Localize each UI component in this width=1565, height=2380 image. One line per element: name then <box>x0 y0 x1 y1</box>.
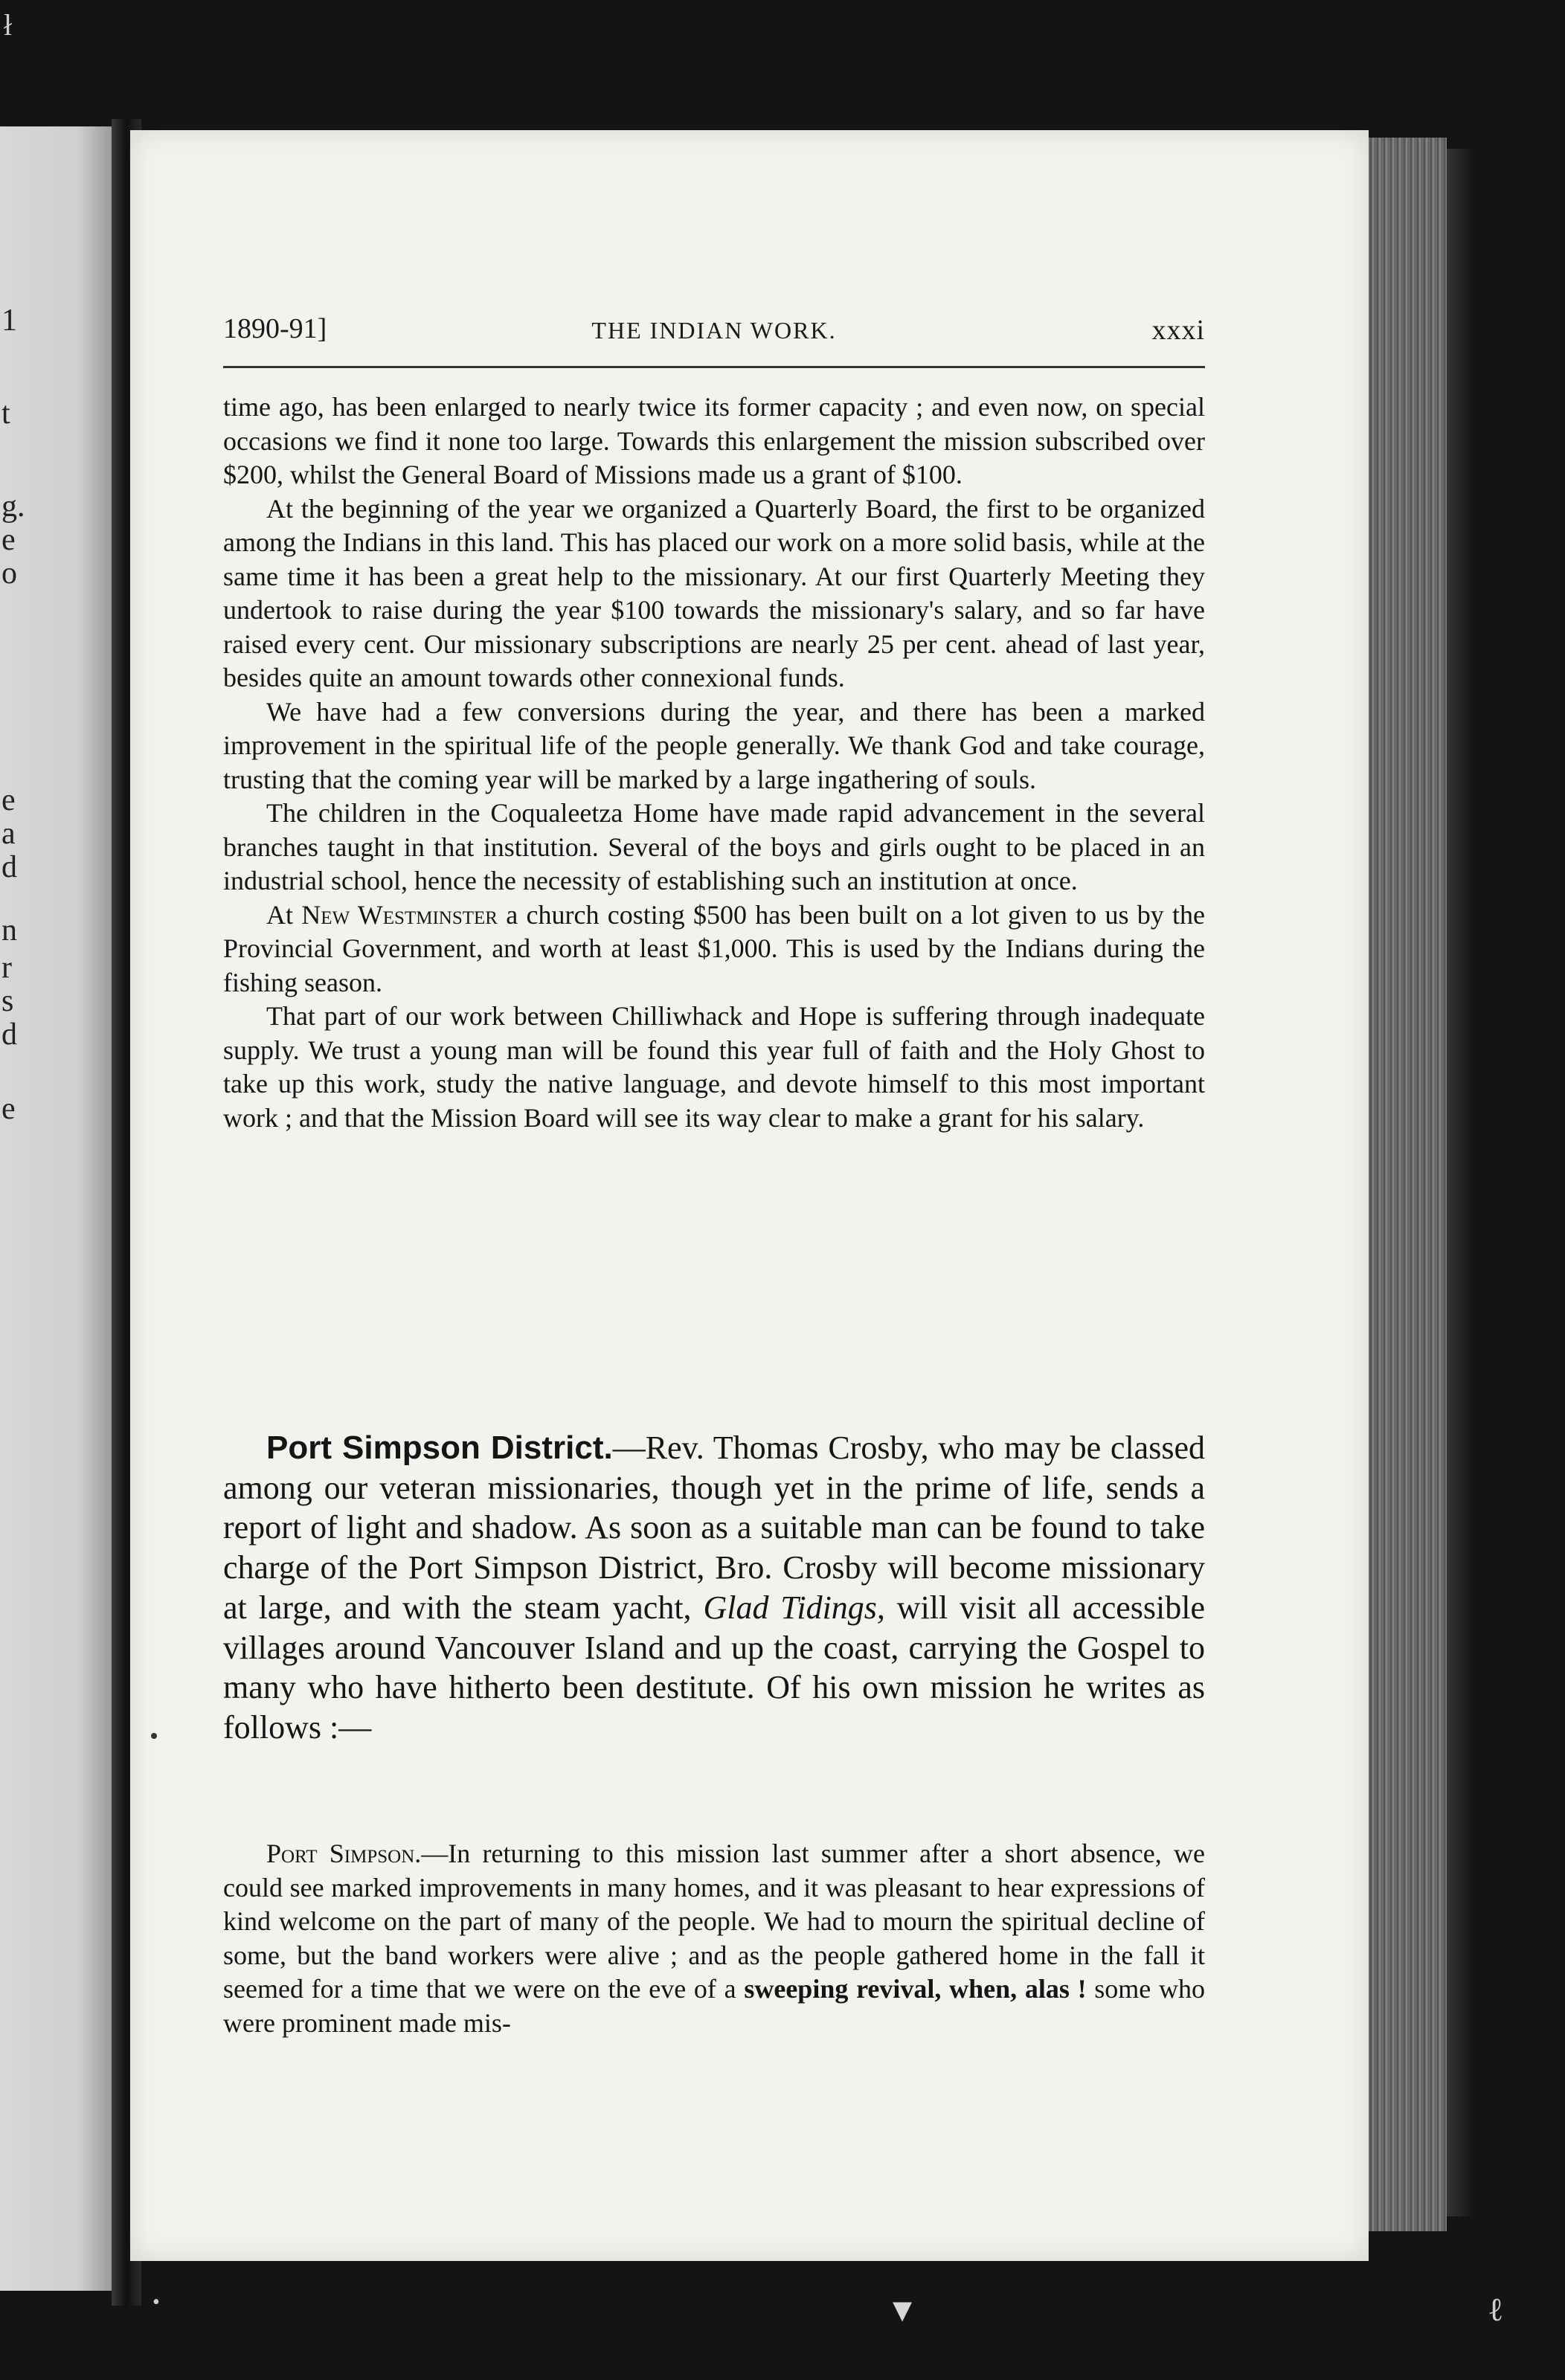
place-name: Port Simpson. <box>266 1839 422 1868</box>
margin-char: g. <box>1 489 25 524</box>
paragraph: The children in the Coqualeetza Home have made rapid advancement in the several branches taught in that institution. Several of the boys and girls ought to be placed in an industrial school, hence the necessity of establishing such an institution at once. <box>223 798 1205 895</box>
facing-page-fragments <box>0 283 25 1398</box>
scan-mark: ł <box>4 8 13 42</box>
quote-text: some who were prominent made mis- <box>223 1974 1205 2038</box>
margin-char: r <box>1 951 12 985</box>
scan-mark: ℓ <box>1488 2291 1504 2328</box>
running-header <box>223 312 1205 364</box>
quote-text: —In returning to this mission last summer after a short absence, we could see marked improvements in many homes, and it was pleasant to hear expressions of kind welcome on the part of many of the people. We had to mourn the spiritual decline of some, but the band workers were alive ; and as the people gathered home in the fall it seemed for a time that we were on the eve of a <box>223 1839 1205 2004</box>
margin-char: e <box>1 783 16 817</box>
margin-char: 1 <box>1 303 17 338</box>
paragraph-text: a church costing $500 has been built on a lot given to us by the Provincial Government, and worth at least $1,000. This is used by the Indians during the fishing season. <box>223 899 1206 997</box>
district-section <box>223 1428 1205 1748</box>
page-edge-shadow <box>1447 149 1476 2216</box>
margin-char: e <box>1 1092 16 1126</box>
quote-emphasis: sweeping revival, when, alas ! <box>744 1974 1087 2004</box>
paragraph-new-westminster <box>223 898 1205 1000</box>
paragraph: At the beginning of the year we organized a Quarterly Board, the first to be organized among the Indians in this land. This has placed our work on a more solid basis, while at the same time it has been a great help to the missionary. At our first Quarterly Meeting they undertook to raise during the year $100 towards the missionary's salary, and so far have raised every cent. Our missionary subscriptions are nearly 25 per cent. ahead of last year, besides quite an amount towards other connexional funds. <box>223 493 1205 692</box>
district-heading: Port Simpson District. <box>266 1429 613 1466</box>
district-paragraph <box>223 1428 1205 1748</box>
paragraph: time ago, has been enlarged to nearly twice its former capacity ; and even now, on special occasions we find it none too large. Towards this enlargement the mission subscribed over $200, whilst the General Board of Missions made us a grant of $100. <box>223 392 1205 489</box>
margin-char: d <box>1 1017 17 1052</box>
margin-char: n <box>1 913 17 948</box>
scan-mark: • <box>152 2291 160 2314</box>
header-rule <box>223 366 1205 368</box>
margin-char: e <box>1 523 16 557</box>
page-edge-stack <box>1369 138 1447 2231</box>
margin-char: a <box>1 817 16 851</box>
margin-char: s <box>1 984 14 1018</box>
margin-char: t <box>1 396 10 431</box>
header-title: THE INDIAN WORK. <box>591 317 837 344</box>
yacht-name: Glad Tidings, <box>703 1589 885 1626</box>
paragraph: We have had a few conversions during the year, and there has been a marked improvement in the spiritual life of the people generally. We thank God and take courage, trusting that the coming year will be marked by a large ingathering of souls. <box>223 696 1205 794</box>
paragraph: That part of our work between Chilliwhack and Hope is suffering through inadequate supply. We trust a young man will be found this year full of faith and the Holy Ghost to take up this work, study the native language, and devote himself to this most important work ; and that the Mission Board will see its way clear to make a grant for his salary. <box>223 1001 1205 1133</box>
place-name: New Westminster <box>301 899 498 930</box>
district-text: —Rev. Thomas Crosby, who may be classed among our veteran missionaries, though yet in the prime of life, sends a report of light and shadow. As soon as a suitable man can be found to take charge of the Port Simpson District, Bro. Crosby will become missionary at large, and with the steam yacht, <box>223 1429 1205 1626</box>
district-text: will visit all accessible villages around Vancouver Island and up the coast, carrying the Gospel to many who have hitherto been destitute. Of his own mission he writes as follows :— <box>223 1589 1205 1746</box>
ink-spot <box>151 1733 157 1739</box>
lead-in: At <box>266 899 302 930</box>
quoted-report <box>223 1837 1205 2040</box>
quote-paragraph <box>223 1837 1205 2040</box>
margin-char: d <box>1 850 17 884</box>
scan-mark: ▾ <box>893 2289 913 2331</box>
report-body <box>223 390 1205 1135</box>
header-year-range: 1890-91] <box>223 313 327 344</box>
margin-char: o <box>1 556 17 591</box>
page-number: xxxi <box>1151 315 1205 346</box>
